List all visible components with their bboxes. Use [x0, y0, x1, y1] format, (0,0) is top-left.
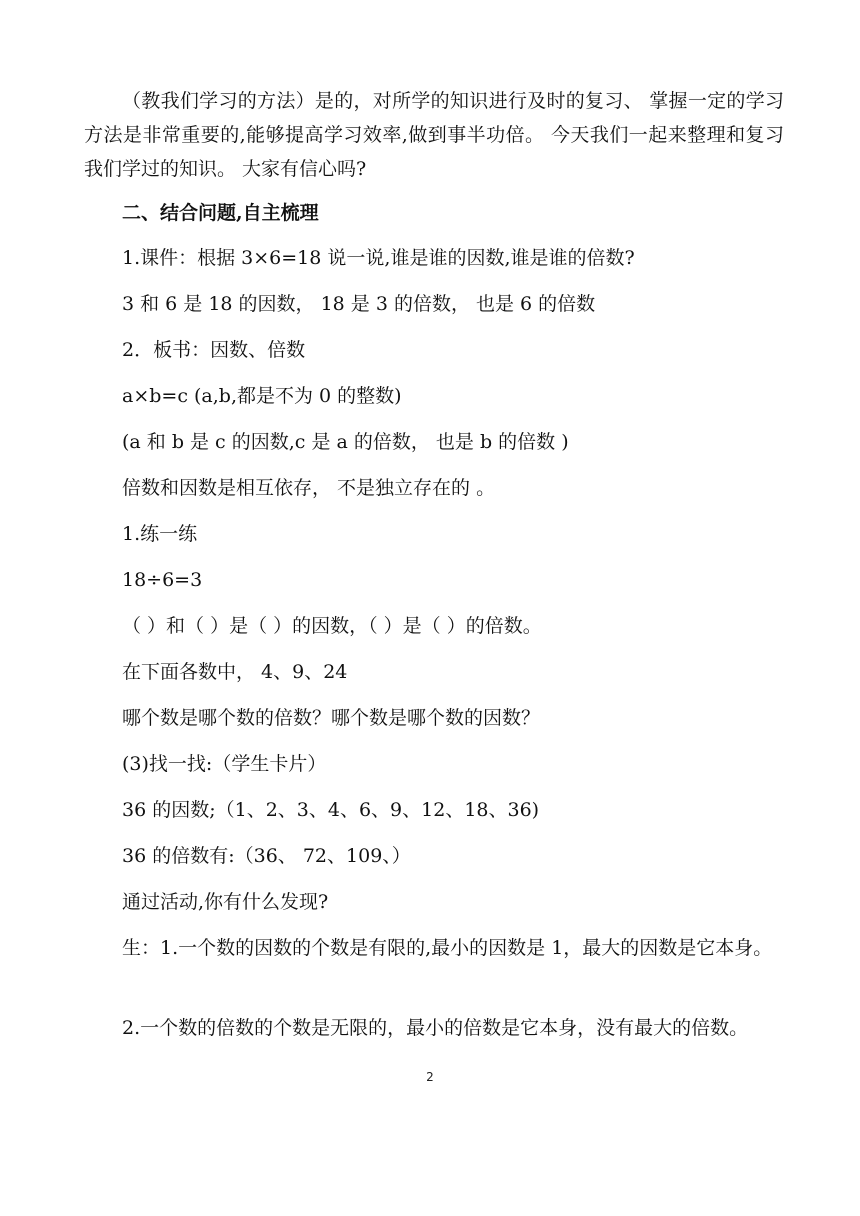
text-line-blackboard: 2．板书：因数、倍数: [122, 339, 306, 361]
section-heading: 二、结合问题,自主梳理: [122, 202, 319, 224]
intro-paragraph: （教我们学习的方法）是的，对所学的知识进行及时的复习、 掌握一定的学习方法是非常重要的,能够提高学习效率,做到事半功倍。 今天我们一起来整理和复习我们学过的知识。 大家有信心吗?: [84, 90, 784, 180]
text-line-formula-explanation: (a 和 b 是 c 的因数,c 是 a 的倍数， 也是 b 的倍数 ): [122, 431, 569, 453]
text-line-fill-blanks: （ ）和（ ）是（ ）的因数，（ ）是（ ）的倍数。: [122, 615, 542, 637]
text-line-question: 哪个数是哪个数的倍数？哪个数是哪个数的因数？: [122, 707, 541, 729]
page-number: 2: [426, 1070, 434, 1084]
finding-1-paragraph: 生：1.一个数的因数的个数是有限的,最小的因数是 1，最大的因数是它本身。: [122, 937, 773, 959]
text-line-practice-heading: 1.练一练: [122, 523, 198, 545]
text-line-numbers: 在下面各数中， 4、9、24: [122, 661, 348, 683]
text-line-factor-statement: 3 和 6 是 18 的因数， 18 是 3 的倍数， 也是 6 的倍数: [122, 293, 596, 315]
text-line-factors-36: 36 的因数;（1、2、3、4、6、9、12、18、36): [122, 799, 540, 821]
text-line-multiples-36: 36 的倍数有:（36、 72、109、）: [122, 845, 411, 867]
text-line-courseware: 1.课件：根据 3×6=18 说一说,谁是谁的因数,谁是谁的倍数?: [122, 247, 635, 269]
text-line-interdependence: 倍数和因数是相互依存， 不是独立存在的 。: [122, 477, 496, 499]
text-line-discovery-question: 通过活动,你有什么发现?: [122, 891, 329, 913]
text-line-find-activity: (3)找一找:（学生卡片）: [122, 753, 327, 775]
finding-2-paragraph: 2.一个数的倍数的个数是无限的，最小的倍数是它本身，没有最大的倍数。: [122, 1017, 749, 1039]
text-line-division: 18÷6=3: [122, 569, 203, 591]
text-line-formula: a×b=c (a,b,都是不为 0 的整数): [122, 385, 402, 407]
